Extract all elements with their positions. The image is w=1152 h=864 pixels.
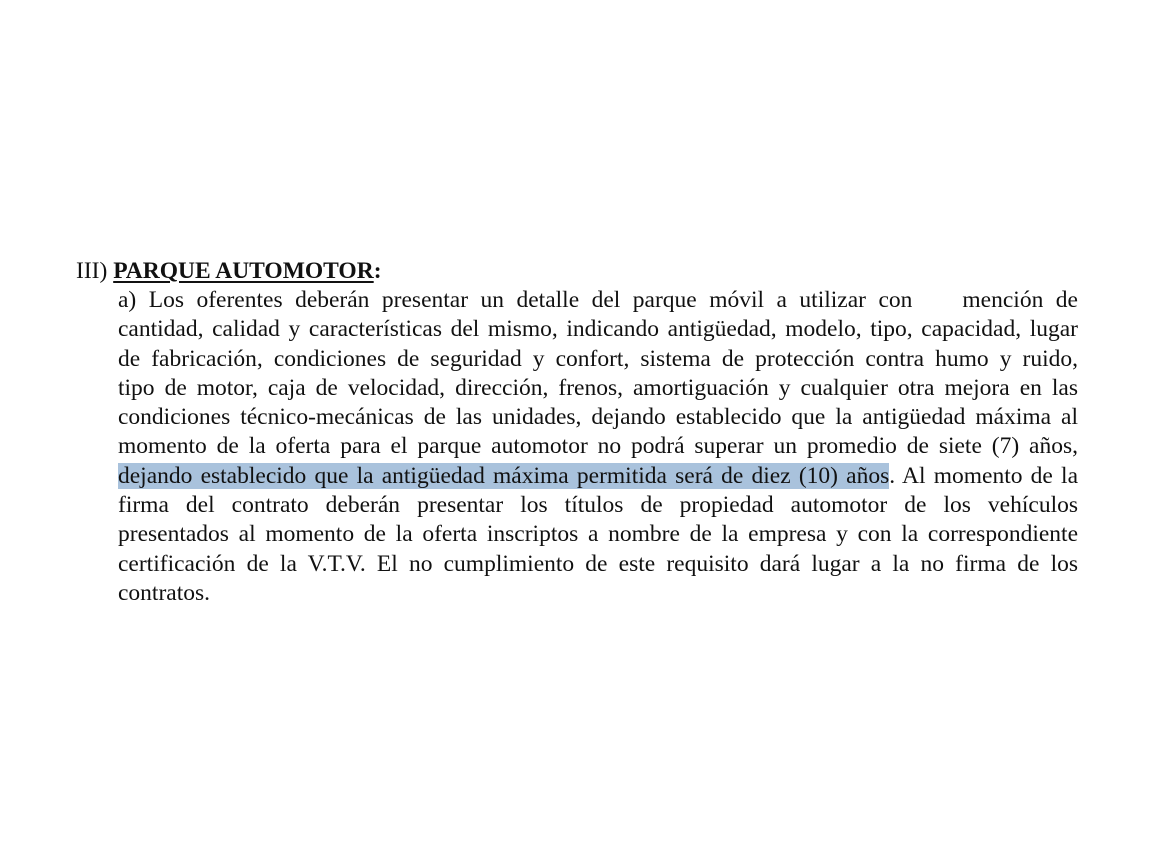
section-title: PARQUE AUTOMOTOR (113, 258, 374, 284)
line-1-start: a) Los oferentes deberán presentar un detalle del parque móvil a utilizar con (118, 287, 913, 313)
section-number: III) (76, 258, 108, 284)
paragraph-a (118, 286, 1078, 608)
paragraph-line-5: condiciones técnico-mecánicas de las unidades, dejando establecido que la antigüedad máxima al (118, 404, 1078, 431)
paragraph-line-11: contratos. (118, 579, 211, 606)
paragraph-line-8: firma del contrato deberán presentar los títulos de propiedad automotor de los vehículos (118, 492, 1078, 519)
section-heading (76, 256, 382, 286)
paragraph-line-3: de fabricación, condiciones de seguridad y confort, sistema de protección contra humo y ruido, (118, 345, 1078, 372)
paragraph-line-7 (118, 462, 1078, 491)
paragraph-line-1 (118, 286, 1078, 315)
line-1-end: mención de (962, 287, 1078, 313)
paragraph-line-6: momento de la oferta para el parque automotor no podrá superar un promedio de siete (7) años, (118, 433, 1078, 460)
paragraph-line-10: certificación de la V.T.V. El no cumplimiento de este requisito dará lugar a la no firma de los (118, 550, 1078, 577)
paragraph-line-4: tipo de motor, caja de velocidad, dirección, frenos, amortiguación y cualquier otra mejora en las (118, 374, 1078, 401)
paragraph-line-9: presentados al momento de la oferta inscriptos a nombre de la empresa y con la correspondiente (118, 521, 1078, 548)
section-title-colon: : (373, 258, 382, 284)
paragraph-line-2: cantidad, calidad y características del mismo, indicando antigüedad, modelo, tipo, capacidad, lugar (118, 316, 1078, 343)
selected-text-highlight[interactable]: dejando establecido que la antigüedad máxima permitida será de diez (10) años (118, 462, 890, 489)
line-7-rest: . Al momento de la (889, 462, 1078, 489)
